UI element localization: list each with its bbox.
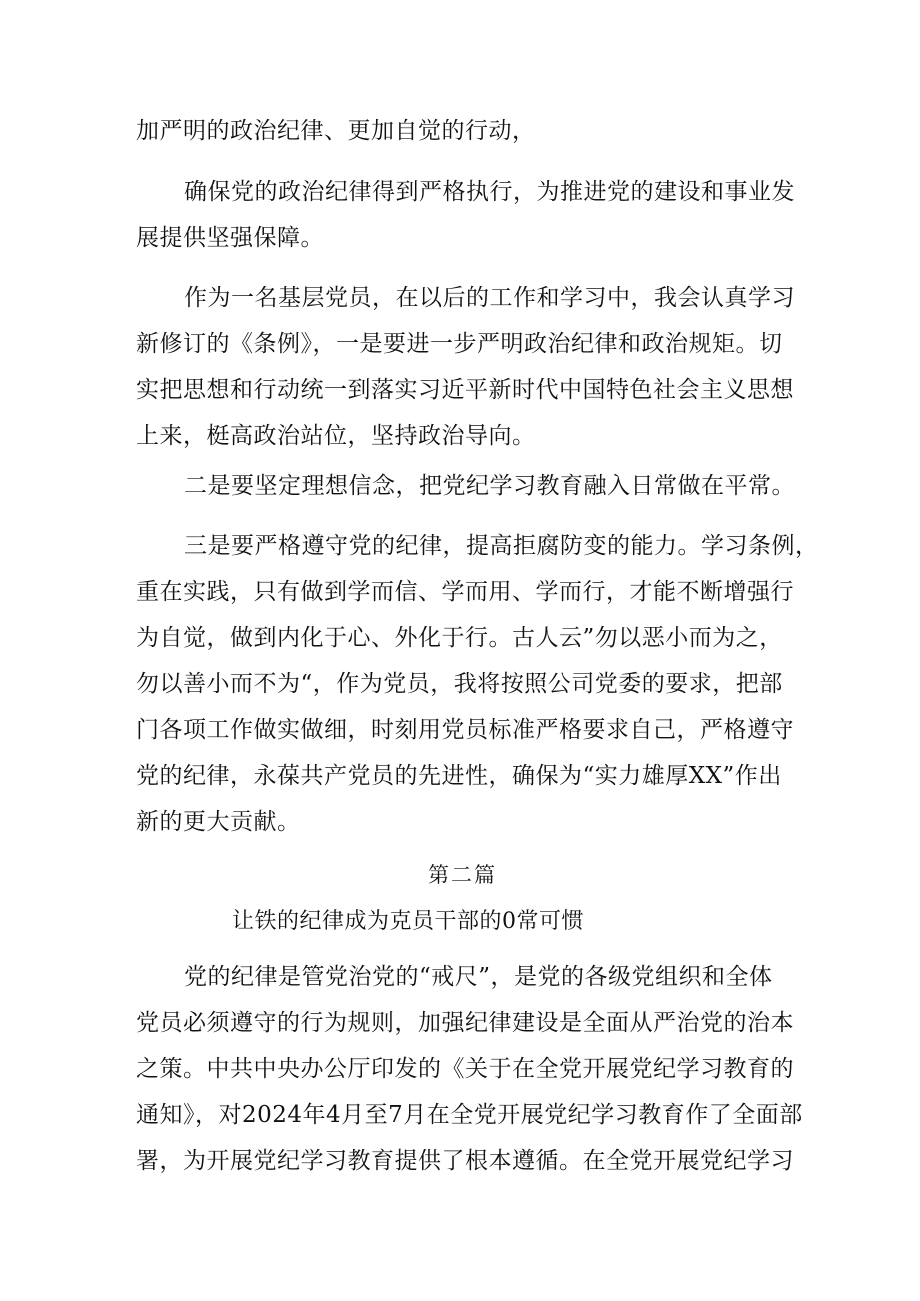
text-line: 党的纪律，永葆共产党员的先进性，确保为“实力雄厚XX”作出 — [136, 763, 782, 789]
paragraph-first-line: 三是要严格遵守党的纪律，提高拒腐防变的能力。学习条例， — [184, 533, 819, 559]
section-title: 让铁的纪律成为克员干部的0常可惯 — [232, 909, 584, 934]
text-line: 展提供坚强保障。 — [136, 225, 324, 251]
text-line: 署，为开展党纪学习教育提供了根本遵循。在全党开展党纪学习 — [136, 1148, 794, 1174]
text-line: 之策。中共中央办公厅印发的《关于在全党开展党纪学习教育的 — [136, 1056, 794, 1082]
text-line: 新的更大贡献。 — [136, 809, 301, 835]
text-line: 为自觉，做到内化于心、外化于行。古人云”勿以恶小而为之， — [136, 625, 783, 651]
paragraph-first-line: 确保党的政治纪律得到严格执行，为推进党的建设和事业发 — [184, 179, 795, 205]
text-line: 上来，梃高政治站位，坚持政治导向。 — [136, 423, 536, 449]
section-label: 第二篇 — [428, 863, 497, 887]
text-line: 重在实践，只有做到学而信、学而用、学而行，才能不断增强行 — [136, 579, 794, 605]
paragraph-first-line: 作为一名基层党员，在以后的工作和学习中，我会认真学习 — [184, 285, 795, 311]
text-line: 门各项工作做实做细，时刻用党员标准严格要求自己，严格遵守 — [136, 717, 794, 743]
text-line: 新修订的《条例》，一是要进一步严明政治纪律和政治规矩。切 — [136, 331, 783, 357]
text-line: 加严明的政治纪律、更加自觉的行动， — [136, 118, 536, 144]
text-line: 党员必须遵守的行为规则，加强纪律建设是全面从严治党的治本 — [136, 1010, 794, 1036]
text-line: 通知》，对2024年4月至7月在全党开展党纪学习教育作了全面部 — [136, 1102, 803, 1128]
paragraph-first-line: 二是要坚定理想信念，把党纪学习教育融入日常做在平常。 — [184, 473, 795, 499]
text-line: 勿以善小而不为“，作为党员，我将按照公司党委的要求，把部 — [136, 671, 783, 697]
text-line: 实把思想和行动统一到落实习近平新时代中国特色社会主义思想 — [136, 377, 794, 403]
paragraph-first-line: 党的纪律是管党治党的“戒尺”，是党的各级党组织和全体 — [184, 964, 773, 990]
